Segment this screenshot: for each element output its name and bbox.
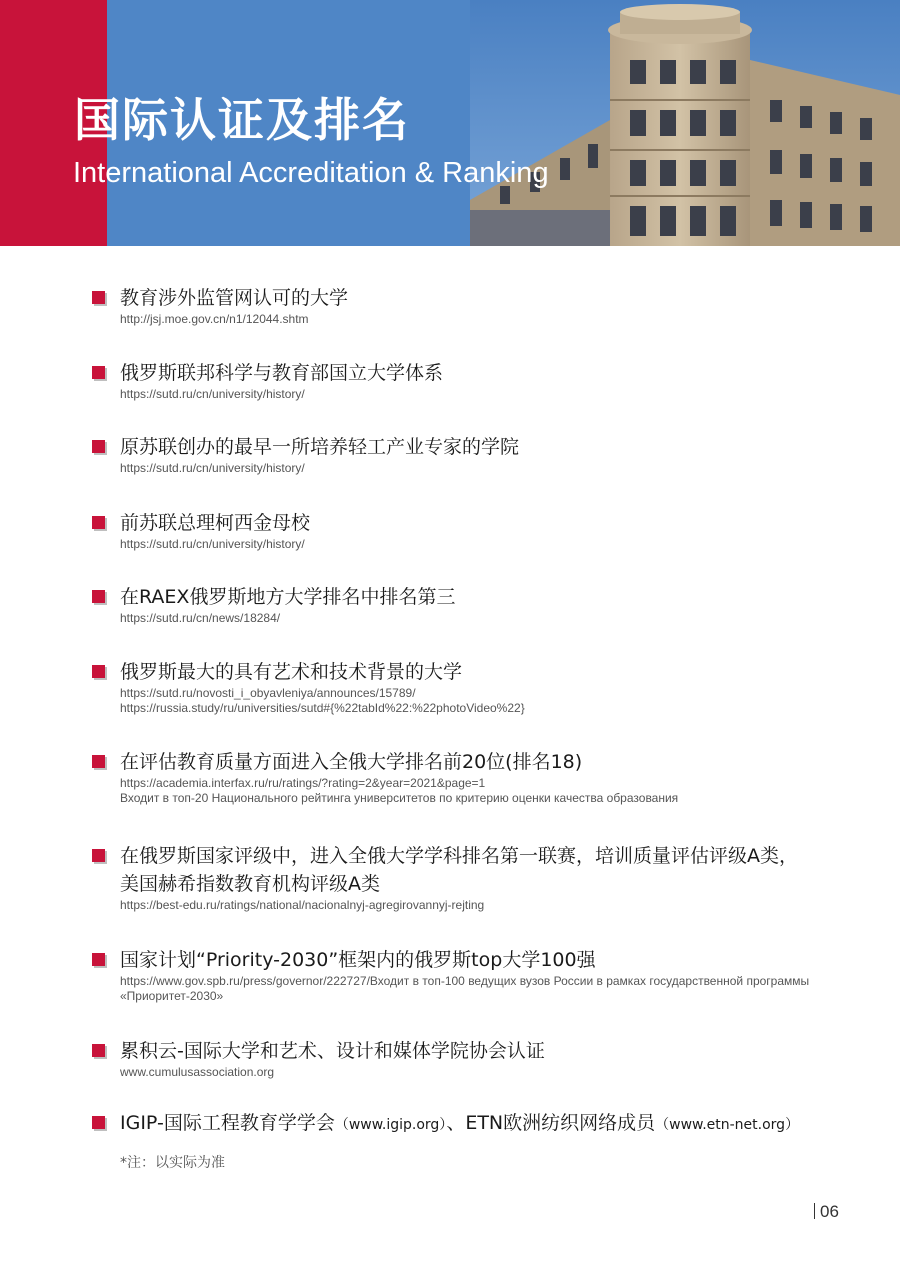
page-number: 06 — [814, 1202, 839, 1222]
item-title-continued: 美国赫希指数教育机构评级A类 — [120, 873, 380, 895]
item-title: 在RAEX俄罗斯地方大学排名中排名第三 — [92, 583, 852, 611]
list-item — [92, 946, 822, 1004]
item-title: 前苏联总理柯西金母校 — [92, 509, 852, 537]
item-link[interactable]: https://sutd.ru/cn/news/18284/ — [120, 611, 281, 625]
item-title: 俄罗斯联邦科学与教育部国立大学体系 — [92, 359, 852, 387]
item-link[interactable]: www.cumulusassociation.org — [120, 1065, 275, 1079]
building-photo — [470, 0, 900, 246]
item-link[interactable]: https://www.gov.spb.ru/press/governor/222727/Входит в топ-100 ведущих вузов России в рамках государственной программы «Приоритет-2030» — [120, 974, 810, 1003]
item-link[interactable]: https://sutd.ru/cn/university/history/ — [120, 387, 305, 401]
item-link[interactable]: https://sutd.ru/cn/university/history/ — [120, 461, 305, 475]
footnote: *注：以实际为准 — [120, 1155, 225, 1171]
bullet-icon — [92, 665, 105, 678]
item-link[interactable]: https://sutd.ru/cn/university/history/ — [120, 537, 305, 551]
bullet-icon — [92, 516, 105, 529]
bullet-icon — [92, 849, 105, 862]
item-note: Входит в топ-20 Национального рейтинга университетов по критерию оценки качества образования — [120, 791, 679, 805]
list-item — [92, 583, 852, 626]
bullet-icon — [92, 755, 105, 768]
list-item — [92, 842, 862, 913]
list-item — [92, 748, 852, 806]
bullet-icon — [92, 1116, 105, 1129]
item-title: 累积云-国际大学和艺术、设计和媒体学院协会认证 — [92, 1037, 852, 1065]
list-item — [92, 433, 852, 476]
item-title: 在评估教育质量方面进入全俄大学排名前20位(排名18) — [92, 748, 852, 776]
list-item — [92, 284, 852, 327]
list-item — [92, 1037, 852, 1080]
header-banner — [0, 0, 900, 246]
list-item — [92, 509, 852, 552]
item-link[interactable]: https://sutd.ru/novosti_i_obyavleniya/announces/15789/ — [120, 686, 416, 700]
page-title: 国际认证及排名 — [74, 93, 410, 147]
item-title: 教育涉外监管网认可的大学 — [92, 284, 852, 312]
item-link[interactable]: https://best-edu.ru/ratings/national/nacionalnyj-agregirovannyj-rejting — [120, 898, 485, 912]
bullet-icon — [92, 1044, 105, 1057]
item-title: 在俄罗斯国家评级中，进入全俄大学学科排名第一联赛，培训质量评估评级A类， — [92, 842, 862, 870]
list-item — [92, 359, 852, 402]
list-item — [92, 1109, 862, 1139]
item-title: IGIP-国际工程教育学学会（www.igip.org）、ETN欧洲纺织网络成员（www.etn-net.org） — [92, 1109, 862, 1139]
bullet-icon — [92, 590, 105, 603]
list-item — [92, 658, 852, 716]
bullet-icon — [92, 291, 105, 304]
bullet-icon — [92, 953, 105, 966]
bullet-icon — [92, 440, 105, 453]
item-title: 原苏联创办的最早一所培养轻工产业专家的学院 — [92, 433, 852, 461]
item-title: 国家计划“Priority-2030”框架内的俄罗斯top大学100强 — [92, 946, 822, 974]
item-link[interactable]: https://academia.interfax.ru/ru/ratings/?rating=2&year=2021&page=1 — [120, 776, 486, 790]
item-link[interactable]: https://russia.study/ru/universities/sutd#{%22tabId%22:%22photoVideo%22} — [120, 701, 525, 715]
bullet-icon — [92, 366, 105, 379]
divider — [814, 1203, 815, 1219]
item-title: 俄罗斯最大的具有艺术和技术背景的大学 — [92, 658, 852, 686]
page-subtitle: International Accreditation & Ranking — [73, 157, 549, 189]
item-link[interactable]: http://jsj.moe.gov.cn/n1/12044.shtm — [120, 312, 309, 326]
